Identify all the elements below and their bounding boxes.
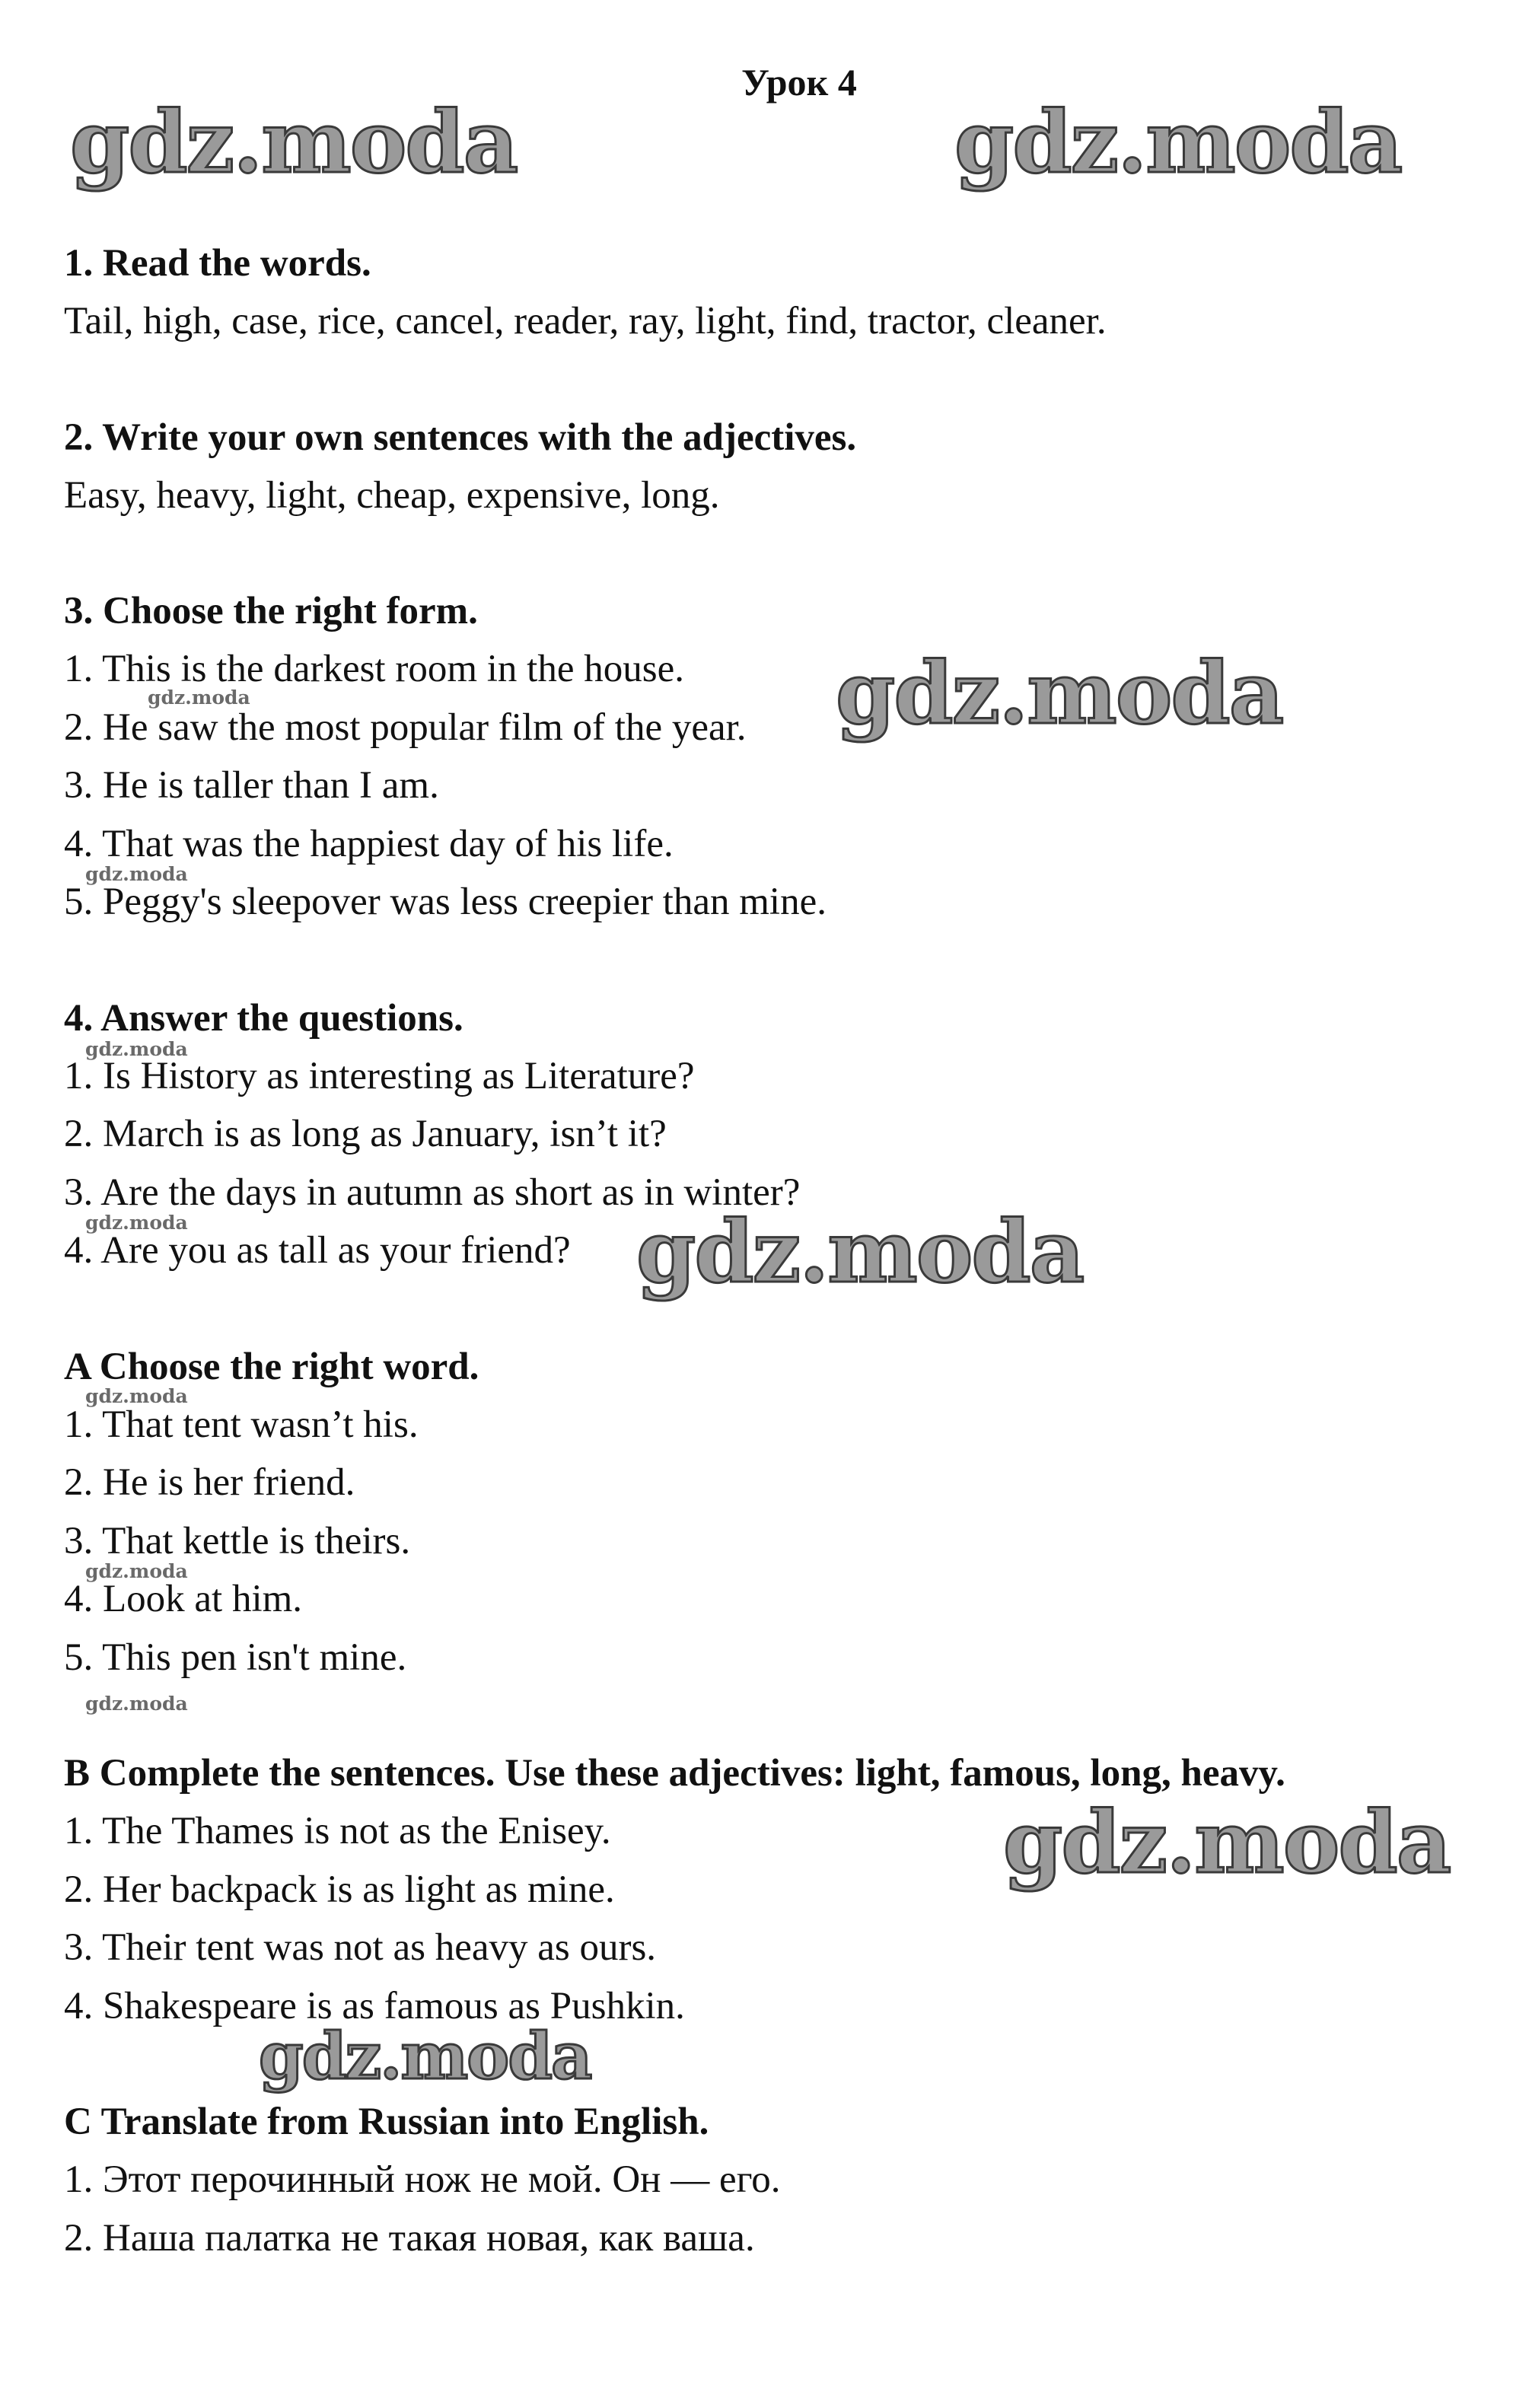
watermark-small: gdz.moda	[85, 863, 188, 885]
watermark-small: gdz.moda	[85, 1038, 188, 1060]
watermark-logo: gdz.moda	[836, 644, 1283, 744]
section-a	[64, 1338, 1495, 1687]
section-line: 3. Their tent was not as heavy as ours.	[64, 1926, 657, 1969]
section-line: 5. This pen isn't mine.	[64, 1636, 407, 1679]
section-heading: A Choose the right word.	[64, 1345, 479, 1388]
section-1	[64, 234, 1495, 351]
section-line: 4. That was the happiest day of his life.	[64, 822, 674, 865]
section-line: 1. This is the darkest room in the house.	[64, 648, 684, 690]
watermark-small: gdz.moda	[85, 1212, 188, 1234]
watermark-small: gdz.moda	[85, 1693, 188, 1715]
section-line: 2. He saw the most popular film of the year.	[64, 706, 747, 749]
section-line: Easy, heavy, light, cheap, expensive, long.	[64, 473, 720, 517]
section-c	[64, 2093, 1495, 2267]
section-line: 4. Look at him.	[64, 1578, 303, 1620]
section-line: 2. He is her friend.	[64, 1461, 355, 1504]
watermark-logo: gdz.moda	[1003, 1793, 1451, 1893]
section-line: 2. March is as long as January, isn’t it?	[64, 1113, 667, 1155]
watermark-small: gdz.moda	[85, 1385, 188, 1407]
watermark-logo: gdz.moda	[954, 93, 1402, 193]
section-line: 1. The Thames is not as the Enisey.	[64, 1810, 611, 1852]
section-line: 1. Is History as interesting as Literature?	[64, 1054, 695, 1097]
watermark-logo: gdz.moda	[70, 93, 518, 193]
section-3	[64, 582, 1495, 932]
section-heading: 2. Write your own sentences with the adjectives.	[64, 416, 857, 459]
section-line: 2. Her backpack is as light as mine.	[64, 1868, 615, 1911]
section-line: Tail, high, case, rice, cancel, reader, ray, light, find, tractor, cleaner.	[64, 300, 1107, 342]
section-line: 3. Are the days in autumn as short as in winter?	[64, 1171, 801, 1214]
watermark-small: gdz.moda	[148, 686, 250, 709]
section-line: 5. Peggy's sleepover was less creepier than mine.	[64, 881, 827, 923]
section-2	[64, 409, 1495, 525]
watermark-small: gdz.moda	[85, 1560, 188, 1582]
section-line: 4. Shakespeare is as famous as Pushkin.	[64, 1984, 685, 2027]
section-line: 1. That tent wasn’t his.	[64, 1403, 419, 1446]
section-heading: 3. Choose the right form.	[64, 590, 478, 632]
section-heading: 1. Read the words.	[64, 242, 371, 285]
section-line: 3. He is taller than I am.	[64, 764, 439, 807]
section-heading: B Complete the sentences. Use these adjectives: light, famous, long, heavy.	[64, 1752, 1285, 1795]
section-line: 4. Are you as tall as your friend?	[64, 1229, 571, 1272]
watermark-logo: gdz.moda	[636, 1202, 1084, 1302]
section-line: 1. Этот перочинный нож не мой. Он — его.	[64, 2158, 781, 2201]
section-line: 3. That kettle is theirs.	[64, 1519, 411, 1562]
page-title: Урок 4	[741, 61, 857, 104]
section-line: 2. Наша палатка не такая новая, как ваша.	[64, 2216, 755, 2260]
watermark-logo: gdz.moda	[259, 2018, 591, 2094]
section-heading: 4. Answer the questions.	[64, 996, 463, 1040]
section-heading: C Translate from Russian into English.	[64, 2101, 709, 2143]
